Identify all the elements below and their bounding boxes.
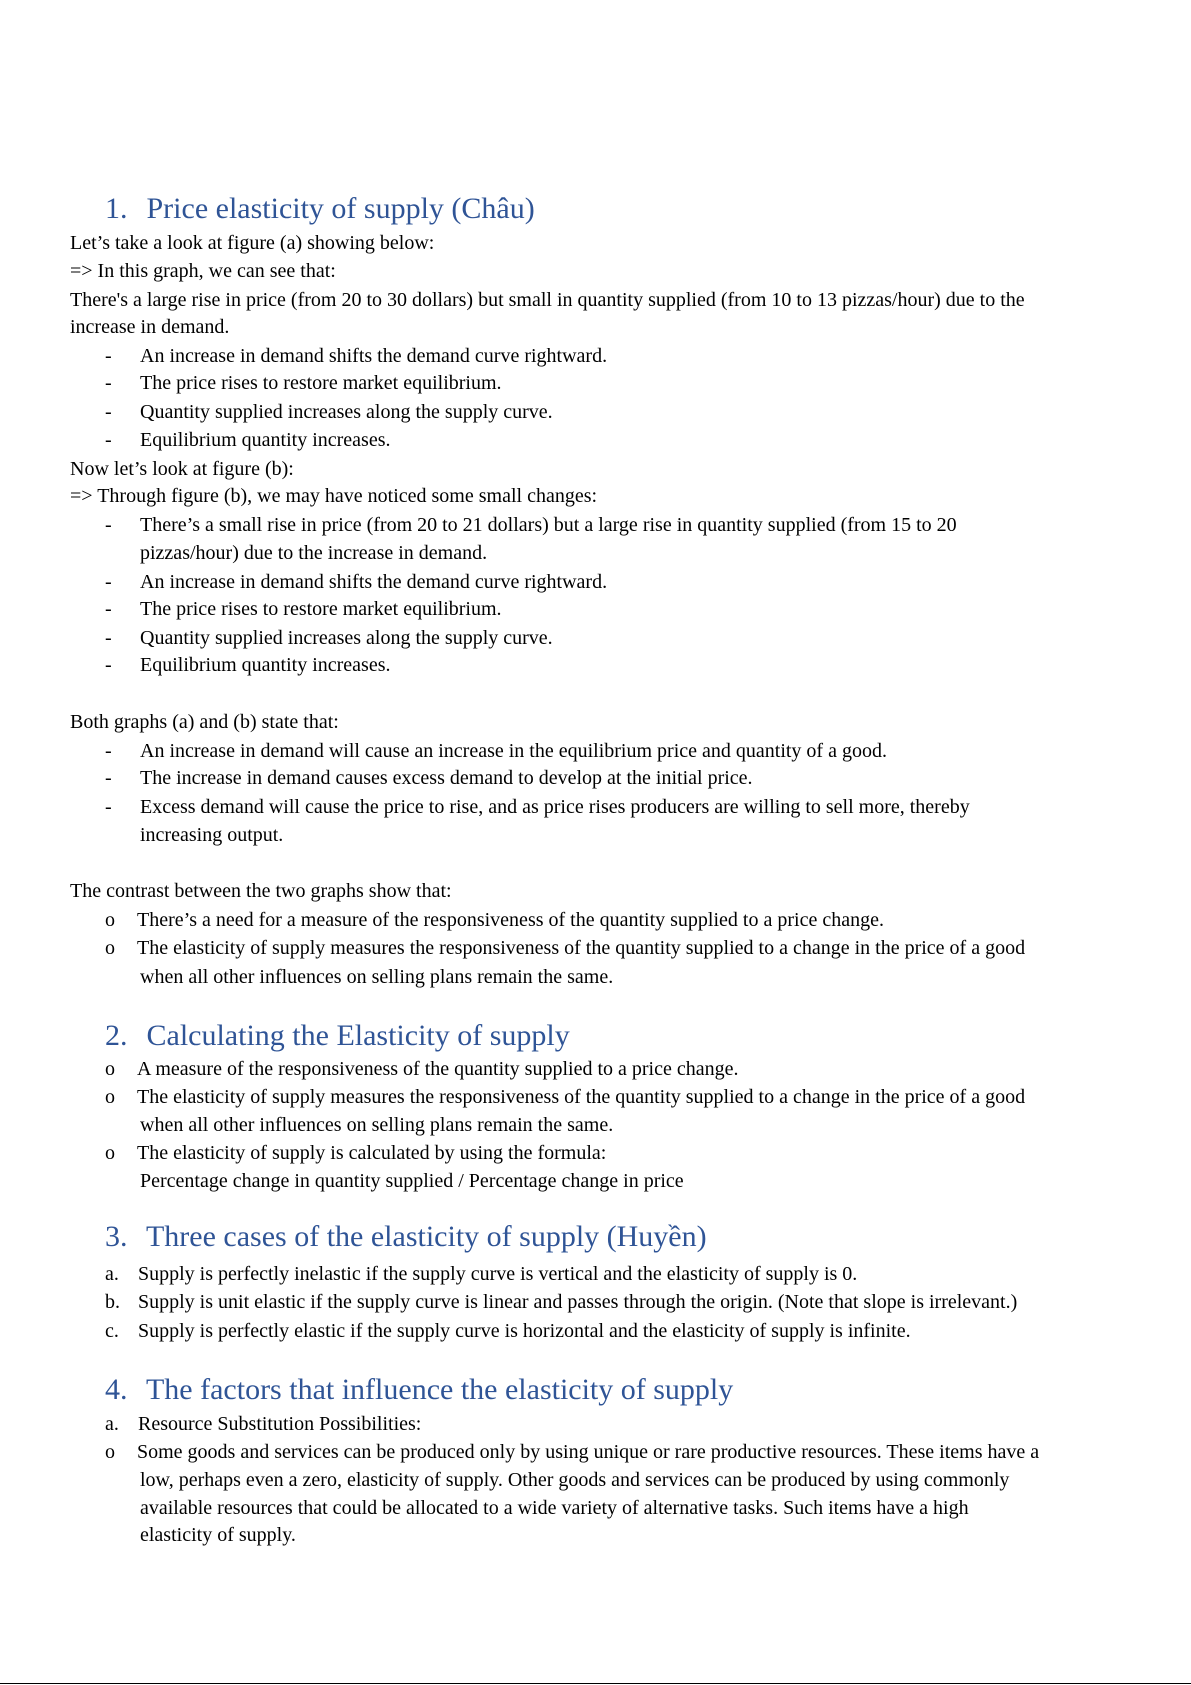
list-item-continuation: low, perhaps even a zero, elasticity of supply. Other goods and services can be produced by using commonly [140, 1469, 1010, 1491]
list-item: The increase in demand causes excess demand to develop at the initial price. [140, 767, 753, 789]
list-item-continuation: available resources that could be allocated to a wide variety of alternative tasks. Such items have a high [140, 1497, 969, 1519]
bullet-marker: - [105, 740, 112, 762]
list-marker: a. [105, 1263, 119, 1285]
list-item: Resource Substitution Possibilities: [138, 1413, 422, 1435]
list-item: The price rises to restore market equilibrium. [140, 372, 502, 394]
section-title: Three cases of the elasticity of supply (Huyền) [145, 1220, 707, 1253]
paragraph: Both graphs (a) and (b) state that: [70, 711, 339, 733]
list-item: A measure of the responsiveness of the quantity supplied to a price change. [137, 1058, 739, 1080]
bullet-marker: - [105, 514, 112, 536]
bullet-marker: - [105, 654, 112, 676]
bullet-marker: o [105, 1441, 115, 1463]
section-heading-4 [105, 1372, 733, 1408]
list-item: An increase in demand shifts the demand curve rightward. [140, 345, 608, 367]
list-item-continuation: elasticity of supply. [140, 1524, 296, 1546]
paragraph: The contrast between the two graphs show that: [70, 880, 452, 902]
list-item: Supply is perfectly inelastic if the supply curve is vertical and the elasticity of supply is 0. [138, 1263, 858, 1285]
list-item: An increase in demand will cause an increase in the equilibrium price and quantity of a good. [140, 740, 887, 762]
section-number: 4. [105, 1373, 128, 1406]
bullet-marker: - [105, 429, 112, 451]
bullet-marker: - [105, 796, 112, 818]
page-bottom-rule [0, 1683, 1191, 1684]
paragraph: Now let’s look at figure (b): [70, 458, 294, 480]
bullet-marker: - [105, 372, 112, 394]
paragraph: => In this graph, we can see that: [70, 260, 336, 282]
paragraph: => Through figure (b), we may have noticed some small changes: [70, 485, 598, 507]
list-item: There’s a small rise in price (from 20 to 21 dollars) but a large rise in quantity supplied (from 15 to 20 [140, 514, 957, 536]
bullet-marker: - [105, 571, 112, 593]
section-title: Calculating the Elasticity of supply [146, 1019, 570, 1052]
list-marker: b. [105, 1291, 120, 1313]
list-item: Supply is unit elastic if the supply curve is linear and passes through the origin. (Note that slope is irrelevant.) [138, 1291, 1018, 1313]
bullet-marker: o [105, 1142, 115, 1164]
list-item-continuation: when all other influences on selling plans remain the same. [140, 966, 614, 988]
list-item-continuation: when all other influences on selling plans remain the same. [140, 1114, 614, 1136]
list-item: Quantity supplied increases along the supply curve. [140, 627, 553, 649]
section-heading-1 [105, 191, 535, 227]
paragraph: There's a large rise in price (from 20 to 30 dollars) but small in quantity supplied (from 10 to 13 pizzas/hour) due to the [70, 289, 1025, 311]
bullet-marker: o [105, 1058, 115, 1080]
list-item-continuation: increasing output. [140, 824, 284, 846]
formula: Percentage change in quantity supplied / Percentage change in price [140, 1170, 684, 1192]
paragraph: increase in demand. [70, 316, 230, 338]
list-item: Some goods and services can be produced only by using unique or rare productive resources. These items have a [137, 1441, 1040, 1463]
list-item: Equilibrium quantity increases. [140, 654, 391, 676]
list-item: The elasticity of supply measures the responsiveness of the quantity supplied to a change in the price of a good [137, 937, 1026, 959]
section-title: Price elasticity of supply (Châu) [146, 192, 535, 225]
list-item: The elasticity of supply measures the responsiveness of the quantity supplied to a change in the price of a good [137, 1086, 1026, 1108]
list-item-continuation: pizzas/hour) due to the increase in demand. [140, 542, 488, 564]
list-item: Quantity supplied increases along the supply curve. [140, 401, 553, 423]
bullet-marker: - [105, 598, 112, 620]
list-item: The elasticity of supply is calculated by using the formula: [137, 1142, 607, 1164]
bullet-marker: o [105, 909, 115, 931]
list-marker: c. [105, 1320, 119, 1342]
list-marker: a. [105, 1413, 119, 1435]
list-item: An increase in demand shifts the demand curve rightward. [140, 571, 608, 593]
list-item: There’s a need for a measure of the responsiveness of the quantity supplied to a price change. [137, 909, 884, 931]
section-number: 1. [105, 192, 128, 225]
list-item: The price rises to restore market equilibrium. [140, 598, 502, 620]
section-number: 2. [105, 1019, 128, 1052]
paragraph: Let’s take a look at figure (a) showing below: [70, 232, 435, 254]
bullet-marker: - [105, 401, 112, 423]
bullet-marker: - [105, 627, 112, 649]
bullet-marker: - [105, 767, 112, 789]
list-item: Supply is perfectly elastic if the supply curve is horizontal and the elasticity of supply is infinite. [138, 1320, 911, 1342]
section-heading-2 [105, 1018, 570, 1054]
bullet-marker: o [105, 1086, 115, 1108]
list-item: Excess demand will cause the price to rise, and as price rises producers are willing to sell more, thereby [140, 796, 970, 818]
bullet-marker: - [105, 345, 112, 367]
section-number: 3. [105, 1220, 128, 1253]
section-heading-3 [105, 1219, 707, 1255]
section-title: The factors that influence the elasticity of supply [145, 1373, 734, 1406]
bullet-marker: o [105, 937, 115, 959]
list-item: Equilibrium quantity increases. [140, 429, 391, 451]
